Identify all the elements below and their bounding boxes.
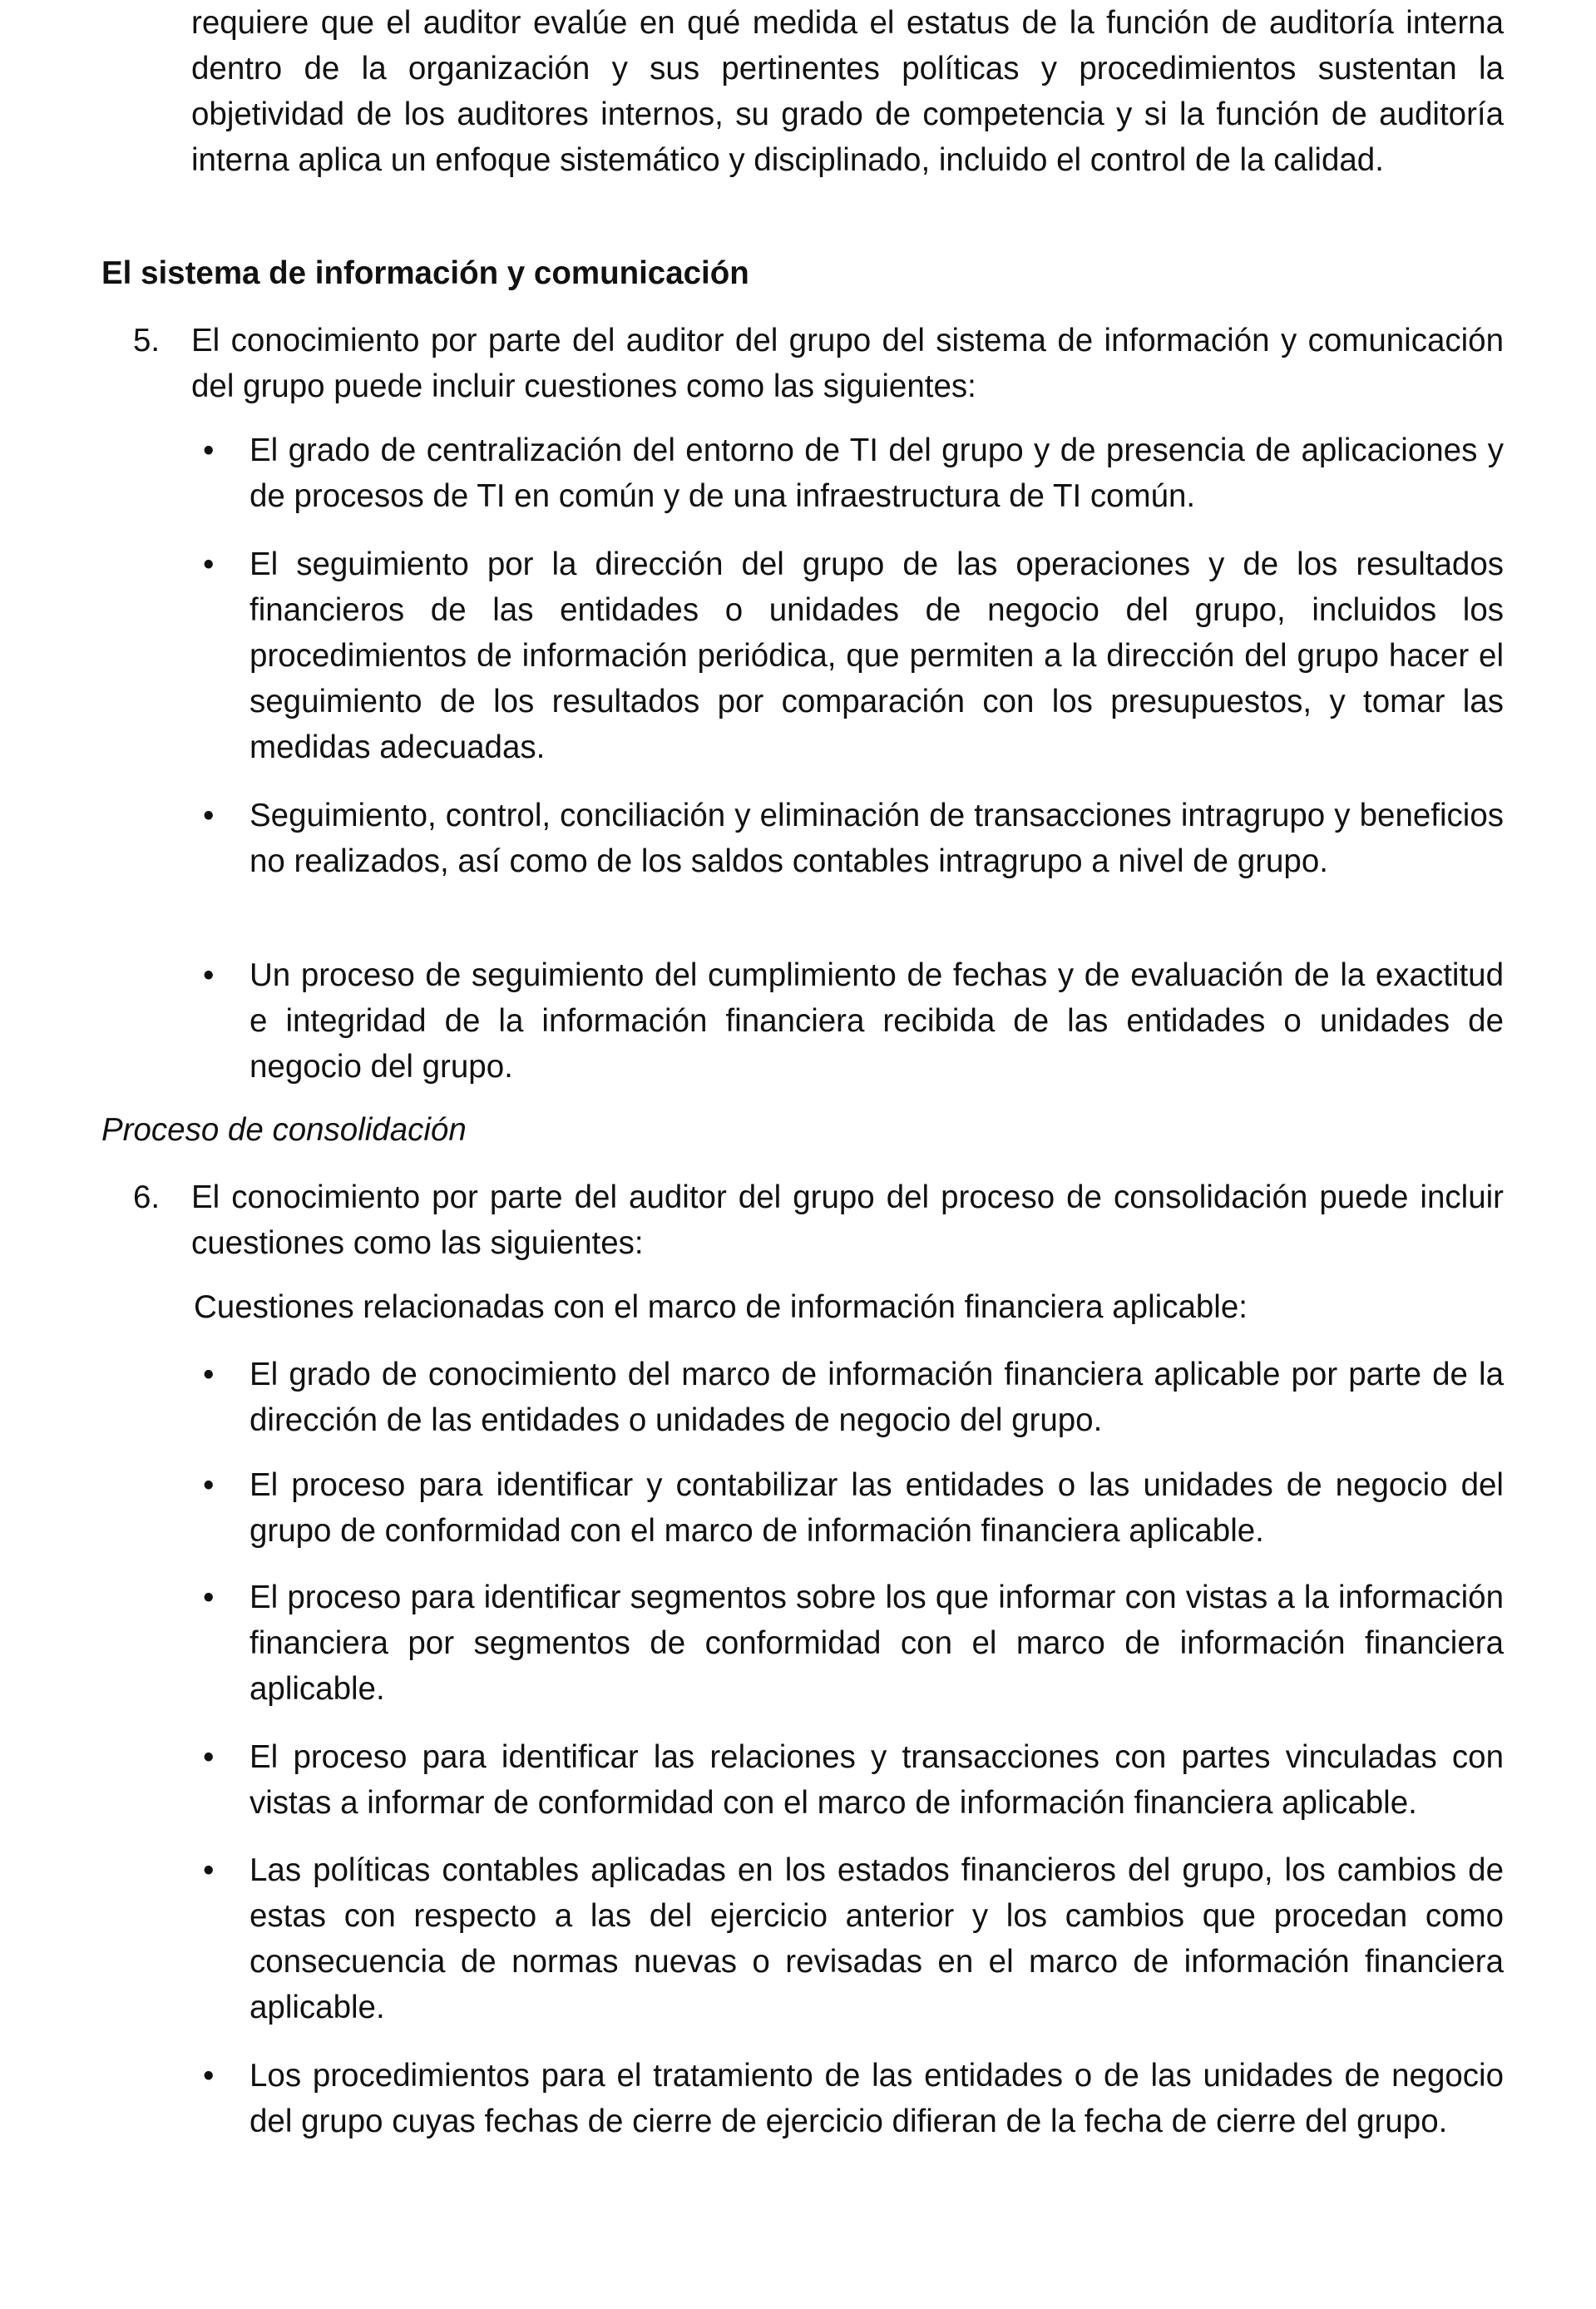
list-item-text: Las políticas contables aplicadas en los estados financieros del grupo, los cambios de estas con respecto a las del ejercicio anterior y los cambios que procedan como consecuencia de normas nuevas o revisadas en el marco de información financiera aplicable. (250, 1852, 1504, 2025)
list-item-text: El seguimiento por la dirección del grupo de las operaciones y de los resultados financieros de las entidades o unidades de negocio del grupo, incluidos los procedimientos de información periódica, que permiten a la dirección del grupo hacer el seguimiento de los resultados por comparación con los presupuestos, y tomar las medidas adecuadas. (250, 546, 1504, 765)
item-text: El conocimiento por parte del auditor del grupo del proceso de consolidación puede incluir cuestiones como las siguientes: (191, 1179, 1504, 1261)
bullet-icon: • (203, 1467, 215, 1503)
bullet-icon: • (203, 2058, 215, 2094)
list-intro: Cuestiones relacionadas con el marco de información financiera aplicable: (194, 1289, 1248, 1325)
paragraph-continuation: requiere que el auditor evalúe en qué medida el estatus de la función de auditoría interna dentro de la organización y sus pertinentes políticas y procedimientos sustentan la objetividad de los auditores internos, su grado de competencia y si la función de auditoría interna aplica un enfoque sistemático y disciplinado, incluido el control de la calidad. (191, 5, 1504, 178)
section-heading-consolidation: Proceso de consolidación (101, 1112, 467, 1148)
bullet-icon: • (203, 433, 215, 468)
bullet-icon: • (203, 1739, 215, 1775)
bullet-icon: • (203, 798, 215, 833)
bullet-icon: • (203, 1357, 215, 1392)
list-item-text: El proceso para identificar y contabilizar las entidades o las unidades de negocio del grupo de conformidad con el marco de información financiera aplicable. (250, 1467, 1504, 1549)
bullet-icon: • (203, 1852, 215, 1888)
item-text: El conocimiento por parte del auditor del grupo del sistema de información y comunicación del grupo puede incluir cuestiones como las siguientes: (191, 323, 1504, 404)
bullet-icon: • (203, 546, 215, 582)
section-heading-information-system: El sistema de información y comunicación (101, 255, 749, 291)
list-item-text: Seguimiento, control, conciliación y eliminación de transacciones intragrupo y beneficios no realizados, así como de los saldos contables intragrupo a nivel de grupo. (250, 798, 1504, 879)
list-item-text: Un proceso de seguimiento del cumplimiento de fechas y de evaluación de la exactitud e integridad de la información financiera recibida de las entidades o unidades de negocio del grupo. (250, 957, 1504, 1085)
item-number: 6. (133, 1179, 161, 1215)
list-item-text: El grado de centralización del entorno de TI del grupo y de presencia de aplicaciones y de procesos de TI en común y de una infraestructura de TI común. (250, 433, 1504, 514)
list-item-text: El proceso para identificar segmentos sobre los que informar con vistas a la información financiera por segmentos de conformidad con el marco de información financiera aplicable. (250, 1580, 1504, 1707)
list-item-text: El grado de conocimiento del marco de información financiera aplicable por parte de la dirección de las entidades o unidades de negocio del grupo. (250, 1357, 1504, 1438)
list-item-text: Los procedimientos para el tratamiento de las entidades o de las unidades de negocio del grupo cuyas fechas de cierre de ejercicio difieran de la fecha de cierre del grupo. (250, 2058, 1504, 2139)
item-number: 5. (133, 323, 161, 358)
list-item-text: El proceso para identificar las relaciones y transacciones con partes vinculadas con vistas a informar de conformidad con el marco de información financiera aplicable. (250, 1739, 1504, 1821)
bullet-icon: • (203, 957, 215, 993)
bullet-icon: • (203, 1580, 215, 1615)
